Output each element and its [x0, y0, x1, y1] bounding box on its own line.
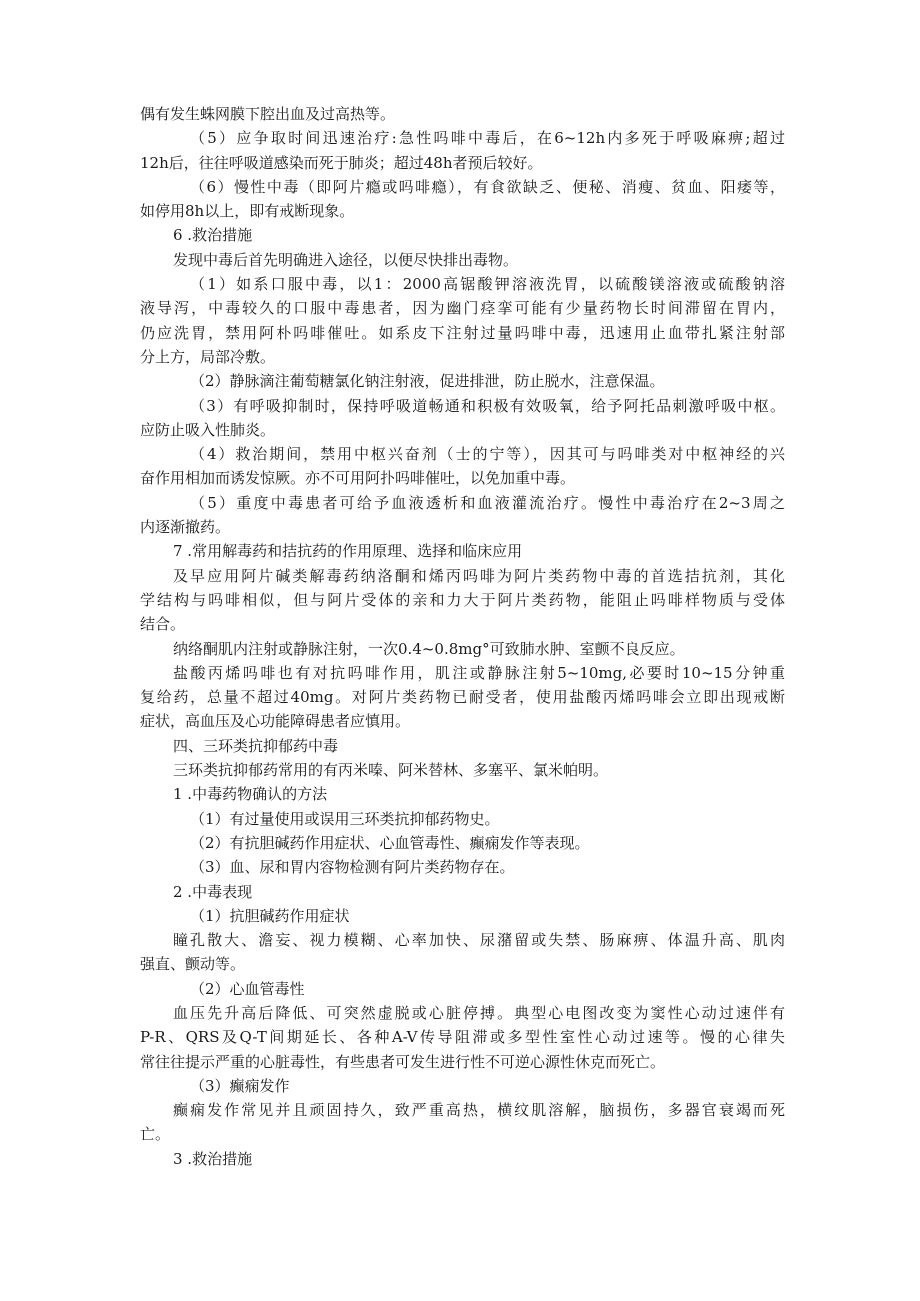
text-line: 血压先升高后降低、可突然虚脱或心脏停搏。典型心电图改变为窦性心动过速伴有	[173, 1003, 785, 1022]
section-heading: 四、三环类抗抑郁药中毒	[173, 736, 339, 755]
section-heading: 1 .中毒药物确认的方法	[173, 785, 328, 804]
text-line: 学结构与吗啡相似，但与阿片受体的亲和力大于阿片类药物，能阻止吗啡样物质与受体	[140, 590, 785, 609]
text-line: 分上方，局部冷敷。	[140, 347, 276, 366]
text-line: 内逐渐撤药。	[140, 518, 231, 537]
text-line: 三环类抗抑郁药常用的有丙米嗪、阿米替林、多塞平、氯米帕明。	[173, 761, 609, 780]
text-line: 结合。	[140, 615, 186, 634]
text-line: （5）应争取时间迅速治疗:急性吗啡中毒后，在6~12h内多死于呼吸麻痹;超过	[190, 129, 785, 148]
text-line: 偶有发生蛛网膜下腔出血及过高热等。	[140, 105, 396, 123]
text-line: 如停用8h以上，即有戒断现象。	[140, 202, 355, 221]
text-line: 仍应洗胃，禁用阿朴吗啡催吐。如系皮下注射过量吗啡中毒，迅速用止血带扎紧注射部	[140, 323, 785, 342]
text-line: 复给药，总量不超过40mg。对阿片类药物已耐受者，使用盐酸丙烯吗啡会立即出现戒断	[140, 688, 785, 707]
text-line: （2）有抗胆碱药作用症状、心血管毒性、癫痫发作等表现。	[190, 833, 590, 852]
text-line: （4）救治期间，禁用中枢兴奋剂（士的宁等），因其可与吗啡类对中枢神经的兴	[190, 445, 785, 464]
text-line: 癫痫发作常见并且顽固持久，致严重高热，横纹肌溶解，脑损伤，多器官衰竭而死	[173, 1101, 785, 1120]
text-line: P-R、QRS及Q-T间期延长、各种A-V传导阻滞或多型性室性心动过速等。慢的心律失	[140, 1028, 785, 1047]
text-line: 应防止吸入性肺炎。	[140, 420, 276, 439]
text-line: （1）抗胆碱药作用症状	[190, 906, 350, 925]
section-heading: 6 .救治措施	[173, 226, 253, 245]
text-line: （1）有过量使用或误用三环类抗抑郁药物史。	[190, 809, 500, 828]
section-heading: 3 .救治措施	[173, 1149, 253, 1168]
text-line: （3）癫痫发作	[190, 1076, 290, 1095]
section-heading: 7 .常用解毒药和拮抗药的作用原理、选择和临床应用	[173, 542, 523, 561]
text-line: （2）心血管毒性	[190, 979, 305, 998]
text-line: 发现中毒后首先明确进入途径，以便尽快排出毒物。	[173, 250, 519, 269]
section-heading: 2 .中毒表现	[173, 882, 253, 901]
text-line: 强直、颤动等。	[140, 955, 246, 974]
text-line: 纳络酮肌内注射或静脉注射，一次0.4~0.8mg°可致肺水肿、室颤不良反应。	[173, 639, 685, 658]
text-line: （1）如系口服中毒，以1：2000高锯酸钾溶液洗胃，以硫酸镁溶液或硫酸钠溶	[190, 275, 785, 294]
text-line: （3）有呼吸抑制时，保持呼吸道畅通和积极有效吸氧，给予阿托品刺激呼吸中枢。	[190, 396, 785, 415]
text-line: （2）静脉滴注葡萄糖氯化钠注射液，促进排泄，防止脱水，注意保温。	[190, 372, 665, 391]
text-line: （6）慢性中毒（即阿片瘾或吗啡瘾），有食欲缺乏、便秘、消瘦、贫血、阳痿等，	[190, 177, 785, 196]
text-line: 12h后，往往呼吸道感染而死于肺炎；超过48h者预后较好。	[140, 153, 543, 172]
text-line: 液导泻，中毒较久的口服中毒患者，因为幽门痉挛可能有少量药物长时间滞留在胃内，	[140, 299, 785, 318]
text-line: （5）重度中毒患者可给予血液透析和血液灌流治疗。慢性中毒治疗在2~3周之	[190, 493, 785, 512]
document-page	[140, 102, 785, 1171]
text-line: 盐酸丙烯吗啡也有对抗吗啡作用，肌注或静脉注射5~10mg,必要时10~15分钟重	[173, 663, 785, 682]
text-line: 常往往提示严重的心脏毒性，有些患者可发生进行性不可逆心源性休克而死亡。	[140, 1052, 666, 1071]
text-line: 奋作用相加而诱发惊厥。亦不可用阿扑吗啡催吐，以免加重中毒。	[140, 469, 576, 488]
text-line: （3）血、尿和胃内容物检测有阿片类药物存在。	[190, 858, 515, 877]
text-line: 症状，高血压及心功能障碍患者应慎用。	[140, 712, 411, 731]
text-line: 瞳孔散大、澹妄、视力模糊、心率加快、尿潴留或失禁、肠麻痹、体温升高、肌肉	[173, 931, 785, 950]
text-line: 亡。	[140, 1125, 171, 1144]
text-line: 及早应用阿片碱类解毒药纳洛酮和烯丙吗啡为阿片类药物中毒的首选拮抗剂，其化	[173, 566, 785, 585]
